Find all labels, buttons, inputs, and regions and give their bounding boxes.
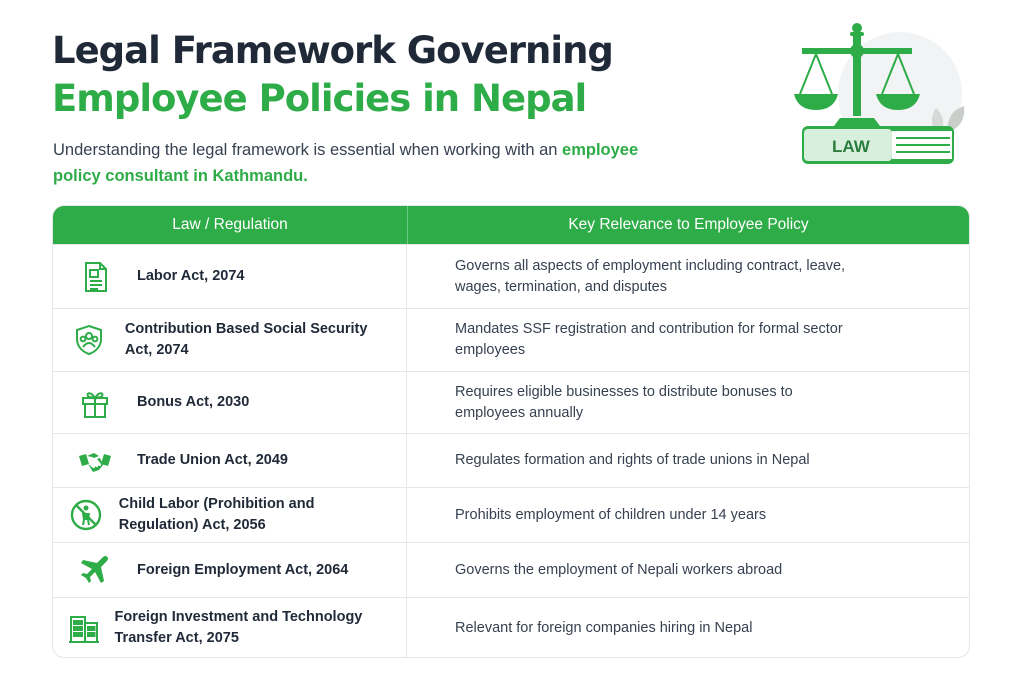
page-title-line-2: Employee Policies in Nepal xyxy=(52,77,587,120)
page-subtitle xyxy=(53,137,673,189)
table-header xyxy=(53,206,969,244)
page-title-line-1: Legal Framework Governing xyxy=(52,29,613,72)
law-name: Foreign Investment and Technology Transfer Act, 2075 xyxy=(114,609,363,646)
column-header-relevance: Key Relevance to Employee Policy xyxy=(568,216,809,233)
table-row xyxy=(53,308,969,371)
law-relevance: Requires eligible businesses to distribute bonuses to employees annually xyxy=(455,383,793,421)
law-relevance: Relevant for foreign companies hiring in Nepal xyxy=(455,619,753,636)
legal-framework-table xyxy=(52,205,970,658)
law-relevance: Mandates SSF registration and contribution for formal sector employees xyxy=(455,321,843,358)
law-name: Trade Union Act, 2049 xyxy=(137,452,288,468)
law-relevance: Prohibits employment of children under 14 years xyxy=(455,506,767,523)
table-row xyxy=(53,244,969,308)
subtitle-text: Understanding the legal framework is essential when working with an xyxy=(53,141,563,159)
table-row xyxy=(53,487,969,542)
airplane-icon xyxy=(53,553,137,587)
law-name: Child Labor (Prohibition and Regulation) Act, 2056 xyxy=(118,496,315,533)
gift-icon xyxy=(53,386,137,420)
law-name: Bonus Act, 2030 xyxy=(137,394,250,410)
building-icon xyxy=(53,611,115,645)
law-name: Foreign Employment Act, 2064 xyxy=(137,561,349,578)
table-row xyxy=(53,371,969,433)
shield-group-icon xyxy=(53,323,125,357)
no-child-icon xyxy=(53,498,119,532)
law-name: Labor Act, 2074 xyxy=(137,268,245,284)
law-label: LAW xyxy=(832,137,870,156)
table-row xyxy=(53,433,969,487)
document-icon xyxy=(53,260,137,294)
law-relevance: Governs all aspects of employment including contract, leave, wages, termination, and disputes xyxy=(455,257,846,295)
subtitle-highlight: employee policy consultant in Kathmandu. xyxy=(53,141,639,185)
law-relevance: Governs the employment of Nepali workers abroad xyxy=(455,561,783,578)
law-name: Contribution Based Social Security Act, 2074 xyxy=(124,321,368,358)
table-row xyxy=(53,542,969,597)
handshake-icon xyxy=(53,444,137,478)
column-header-law: Law / Regulation xyxy=(53,206,408,244)
table-row xyxy=(53,597,969,658)
law-scales-book-icon xyxy=(780,14,980,174)
law-relevance: Regulates formation and rights of trade unions in Nepal xyxy=(455,452,810,468)
